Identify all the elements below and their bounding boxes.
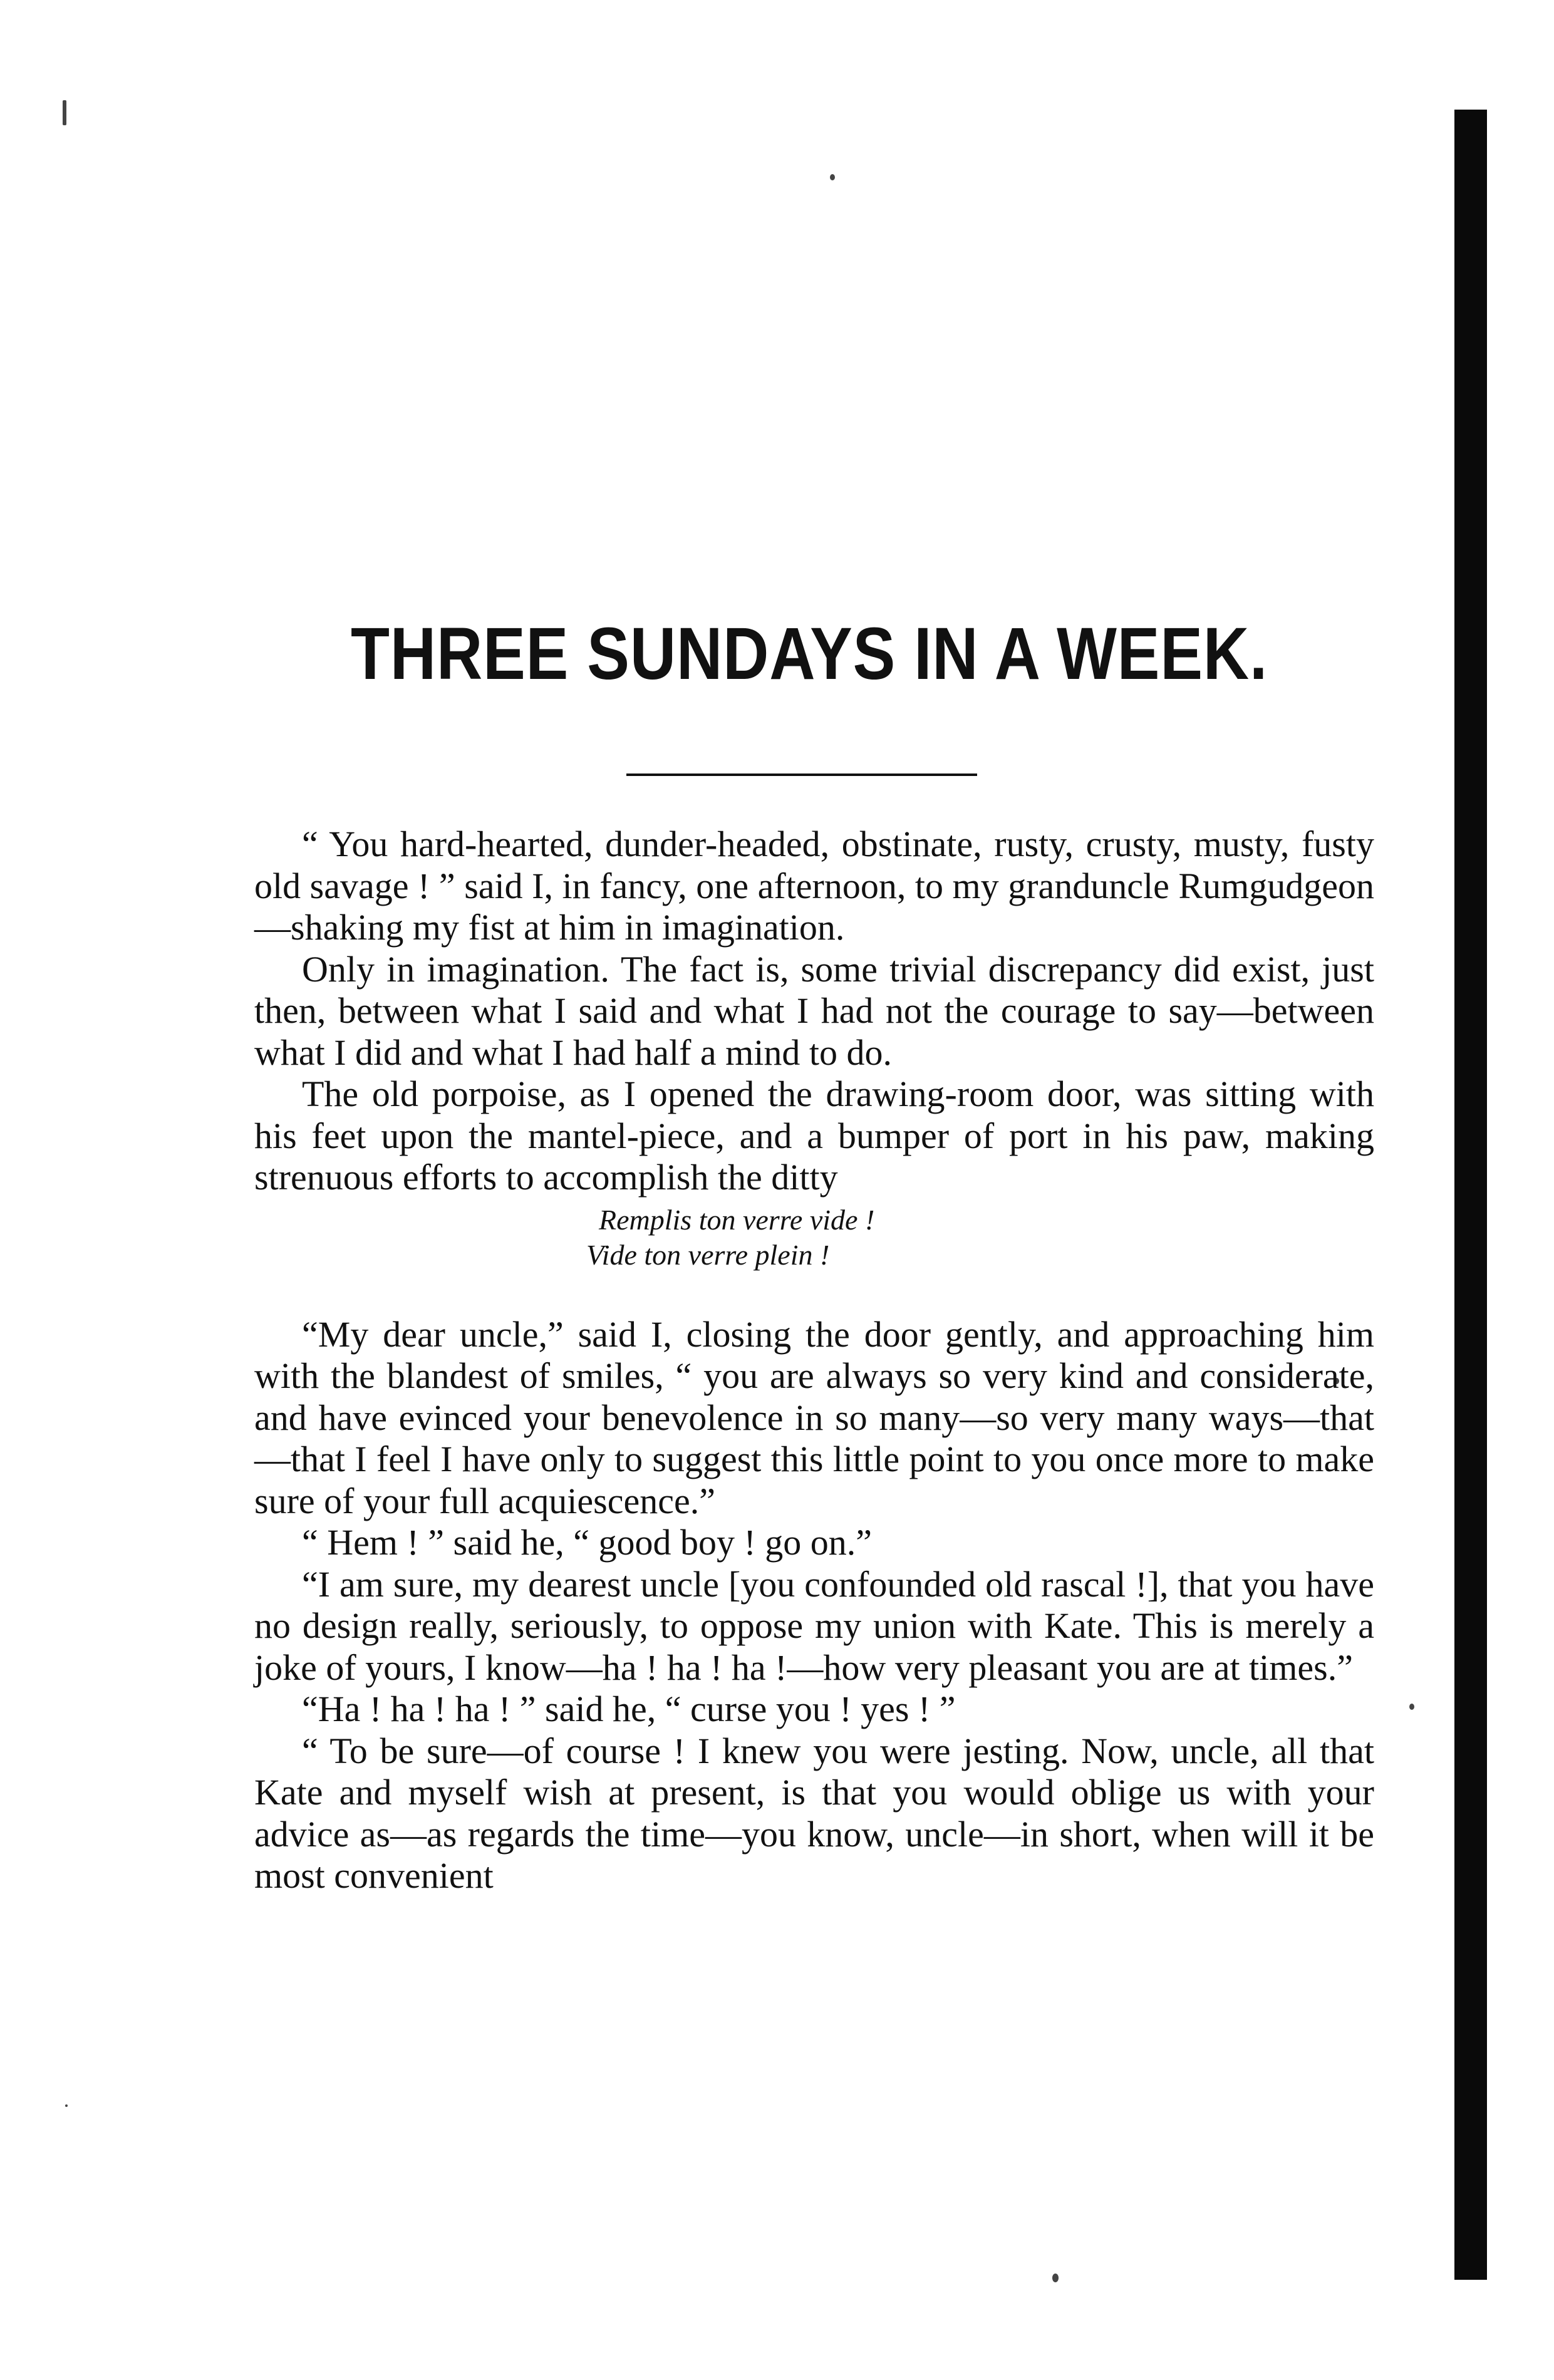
scan-speck bbox=[1052, 2274, 1059, 2282]
paragraph: “I am sure, my dearest uncle [you confounded old rascal !], that you have no design really, seriously, to oppose my union with Kate. This is merely a joke of yours, I know—ha ! ha ! ha !—how very pleasant you are at times.” bbox=[254, 1563, 1374, 1688]
scan-speck bbox=[1409, 1704, 1414, 1710]
chapter-title: THREE SUNDAYS IN A WEEK. bbox=[351, 613, 1268, 695]
paragraph: “My dear uncle,” said I, closing the door gently, and approaching him with the blandest of smiles, “ you are always so very kind and considerate, and have evinced your benevolence in so many—so very many ways—that—that I feel I have only to suggest this little point to you once more to make sure of your full acquiescence.” bbox=[254, 1313, 1374, 1521]
paragraph: “ You hard-hearted, dunder-headed, obstinate, rusty, crusty, musty, fusty old savage ! ” said I, in fancy, one afternoon, to my granduncle Rumgudgeon—shaking my fist at him in imagination. bbox=[254, 824, 1374, 948]
paragraph: “ To be sure—of course ! I knew you were jesting. Now, uncle, all that Kate and myself wish at present, is that you would oblige us with your advice as—as regards the time—you know, uncle—in short, when will it be most convenient bbox=[254, 1730, 1374, 1896]
paragraph: “ Hem ! ” said he, “ good boy ! go on.” bbox=[302, 1522, 873, 1563]
song-verse bbox=[254, 1199, 1374, 1273]
paragraph: Only in imagination. The fact is, some trivial discrepancy did exist, just then, between what I said and what I had not the courage to say—between what I did and what I had half a mind to do. bbox=[254, 948, 1374, 1073]
verse-line: Remplis ton verre vide ! bbox=[599, 1203, 875, 1236]
scan-speck bbox=[65, 2104, 68, 2107]
page-edge-bar bbox=[1454, 110, 1487, 2280]
body-text bbox=[254, 824, 1374, 1897]
verse-line: Vide ton verre plein ! bbox=[586, 1238, 830, 1271]
paragraph: The old porpoise, as I opened the drawing-room door, was sitting with his feet upon the mantel-piece, and a bumper of port in his paw, making strenuous efforts to accomplish the ditty bbox=[254, 1074, 1374, 1198]
paragraph: “Ha ! ha ! ha ! ” said he, “ curse you ! yes ! ” bbox=[302, 1689, 956, 1729]
scan-speck bbox=[63, 100, 66, 125]
scan-speck bbox=[830, 174, 835, 180]
title-rule bbox=[626, 773, 977, 776]
